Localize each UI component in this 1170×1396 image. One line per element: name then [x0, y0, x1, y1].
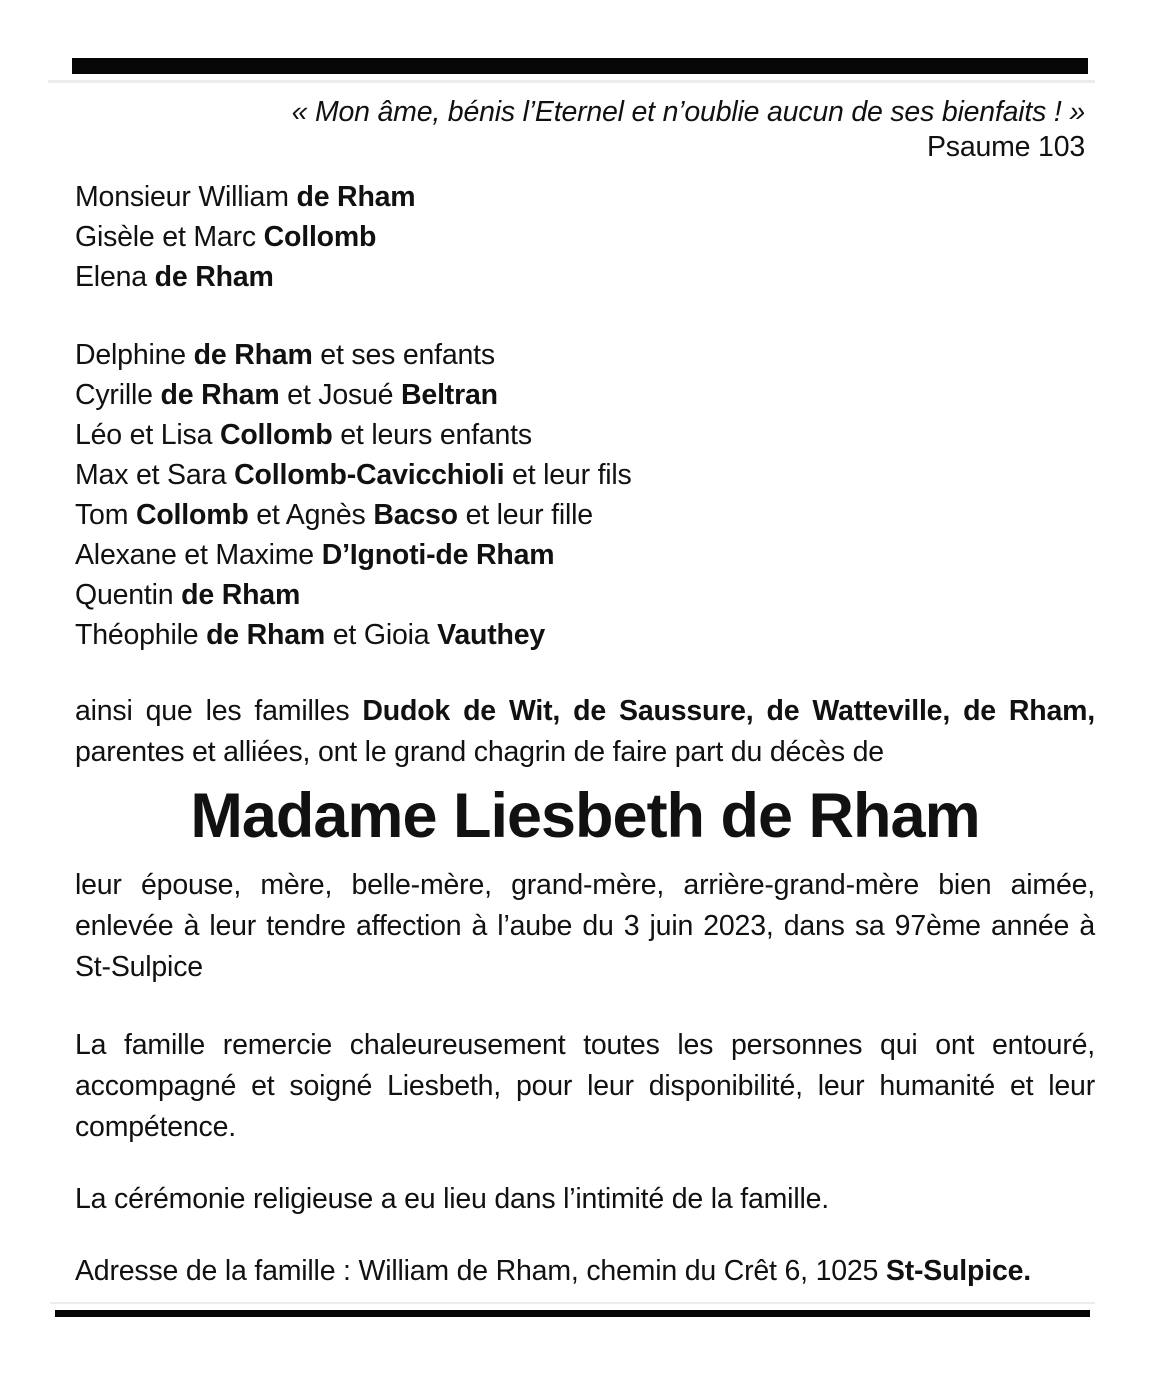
- name-text: Alexane et Maxime: [75, 539, 322, 571]
- name-text: et Josué: [279, 379, 402, 411]
- name-text: Léo et Lisa: [75, 419, 220, 451]
- name-text: et Agnès: [248, 499, 374, 531]
- name-text: Adresse de la famille : William de Rham, chemin du Crêt 6, 1025: [75, 1255, 886, 1287]
- surname-bold-text: de Rham: [154, 261, 274, 293]
- surname-bold-text: de Rham,: [963, 695, 1096, 727]
- family-name-line: [75, 335, 632, 375]
- surname-bold-text: de Rham: [296, 181, 416, 213]
- family-names-block-1: [75, 177, 415, 297]
- top-rule: [72, 58, 1088, 74]
- name-text: parentes et alliées, ont le grand chagrin de faire part du décès de: [75, 736, 884, 768]
- bottom-rule: [55, 1310, 1090, 1317]
- surname-bold-text: Collomb: [263, 221, 377, 253]
- name-text: ainsi que les familles: [75, 695, 363, 727]
- surname-bold-text: de Rham: [206, 619, 326, 651]
- name-text: [560, 695, 573, 727]
- name-text: Théophile: [75, 619, 207, 651]
- surname-bold-text: D’Ignoti-de Rham: [321, 539, 555, 571]
- family-address-line: [75, 1251, 1095, 1292]
- surname-bold-text: Collomb: [219, 419, 333, 451]
- surname-bold-text: Collomb-Cavicchioli: [234, 459, 505, 491]
- surname-bold-text: Collomb: [135, 499, 249, 531]
- surname-bold-text: Beltran: [401, 379, 498, 411]
- name-text: Cyrille: [75, 379, 161, 411]
- name-text: Gisèle et Marc: [75, 221, 264, 253]
- surname-bold-text: de Rham: [193, 339, 313, 371]
- bottom-faint-rule: [50, 1302, 1095, 1304]
- name-text: Quentin: [75, 579, 182, 611]
- deceased-description-paragraph: leur épouse, mère, belle-mère, grand-mère, arrière-grand-mère bien aimée, enlevée à leur tendre affection à l’aube du 3 juin 2023, dans sa 97ème année à St-Sulpice: [75, 869, 1095, 983]
- family-name-line: [75, 535, 632, 575]
- deceased-name-title: Madame Liesbeth de Rham: [190, 781, 980, 851]
- surname-bold-text: St-Sulpice.: [885, 1255, 1031, 1287]
- name-text: Max et Sara: [75, 459, 235, 491]
- name-text: [950, 695, 963, 727]
- name-text: Elena: [75, 261, 155, 293]
- name-text: et leur fille: [457, 499, 593, 531]
- family-name-line: [75, 455, 632, 495]
- surname-bold-text: de Rham: [181, 579, 301, 611]
- thanks-paragraph: La famille remercie chaleureusement toutes les personnes qui ont entouré, accompagné et soigné Liesbeth, pour leur disponibilité, leur humanité et leur compétence.: [75, 1029, 1095, 1143]
- scripture-header: [75, 95, 1085, 165]
- name-text: Delphine: [75, 339, 194, 371]
- name-text: et leurs enfants: [332, 419, 532, 451]
- family-name-line: [75, 375, 632, 415]
- surname-bold-text: Bacso: [373, 499, 458, 531]
- quote-attribution: Psaume 103: [926, 131, 1085, 163]
- family-name-line: [75, 615, 632, 655]
- family-name-line: [75, 495, 632, 535]
- family-name-line: [75, 575, 632, 615]
- family-name-line: [75, 177, 415, 217]
- name-text: Monsieur William: [75, 181, 297, 213]
- scripture-quote: « Mon âme, bénis l’Eternel et n’oublie aucun de ses bienfaits ! »: [291, 96, 1085, 128]
- top-faint-rule: [48, 80, 1095, 83]
- name-text: et Gioia: [325, 619, 438, 651]
- name-text: Tom: [75, 499, 136, 531]
- families-intro-paragraph: [75, 691, 1095, 773]
- ceremony-line: La cérémonie religieuse a eu lieu dans l’intimité de la famille.: [75, 1183, 829, 1215]
- surname-bold-text: de Saussure,: [573, 695, 754, 727]
- family-names-block-2: [75, 335, 632, 655]
- surname-bold-text: Vauthey: [437, 619, 546, 651]
- name-text: [753, 695, 766, 727]
- name-text: et leur fils: [504, 459, 632, 491]
- name-text: et ses enfants: [312, 339, 495, 371]
- family-name-line: [75, 257, 415, 297]
- surname-bold-text: Dudok de Wit,: [362, 695, 561, 727]
- surname-bold-text: de Watteville,: [766, 695, 951, 727]
- surname-bold-text: de Rham: [160, 379, 280, 411]
- family-name-line: [75, 415, 632, 455]
- family-name-line: [75, 217, 415, 257]
